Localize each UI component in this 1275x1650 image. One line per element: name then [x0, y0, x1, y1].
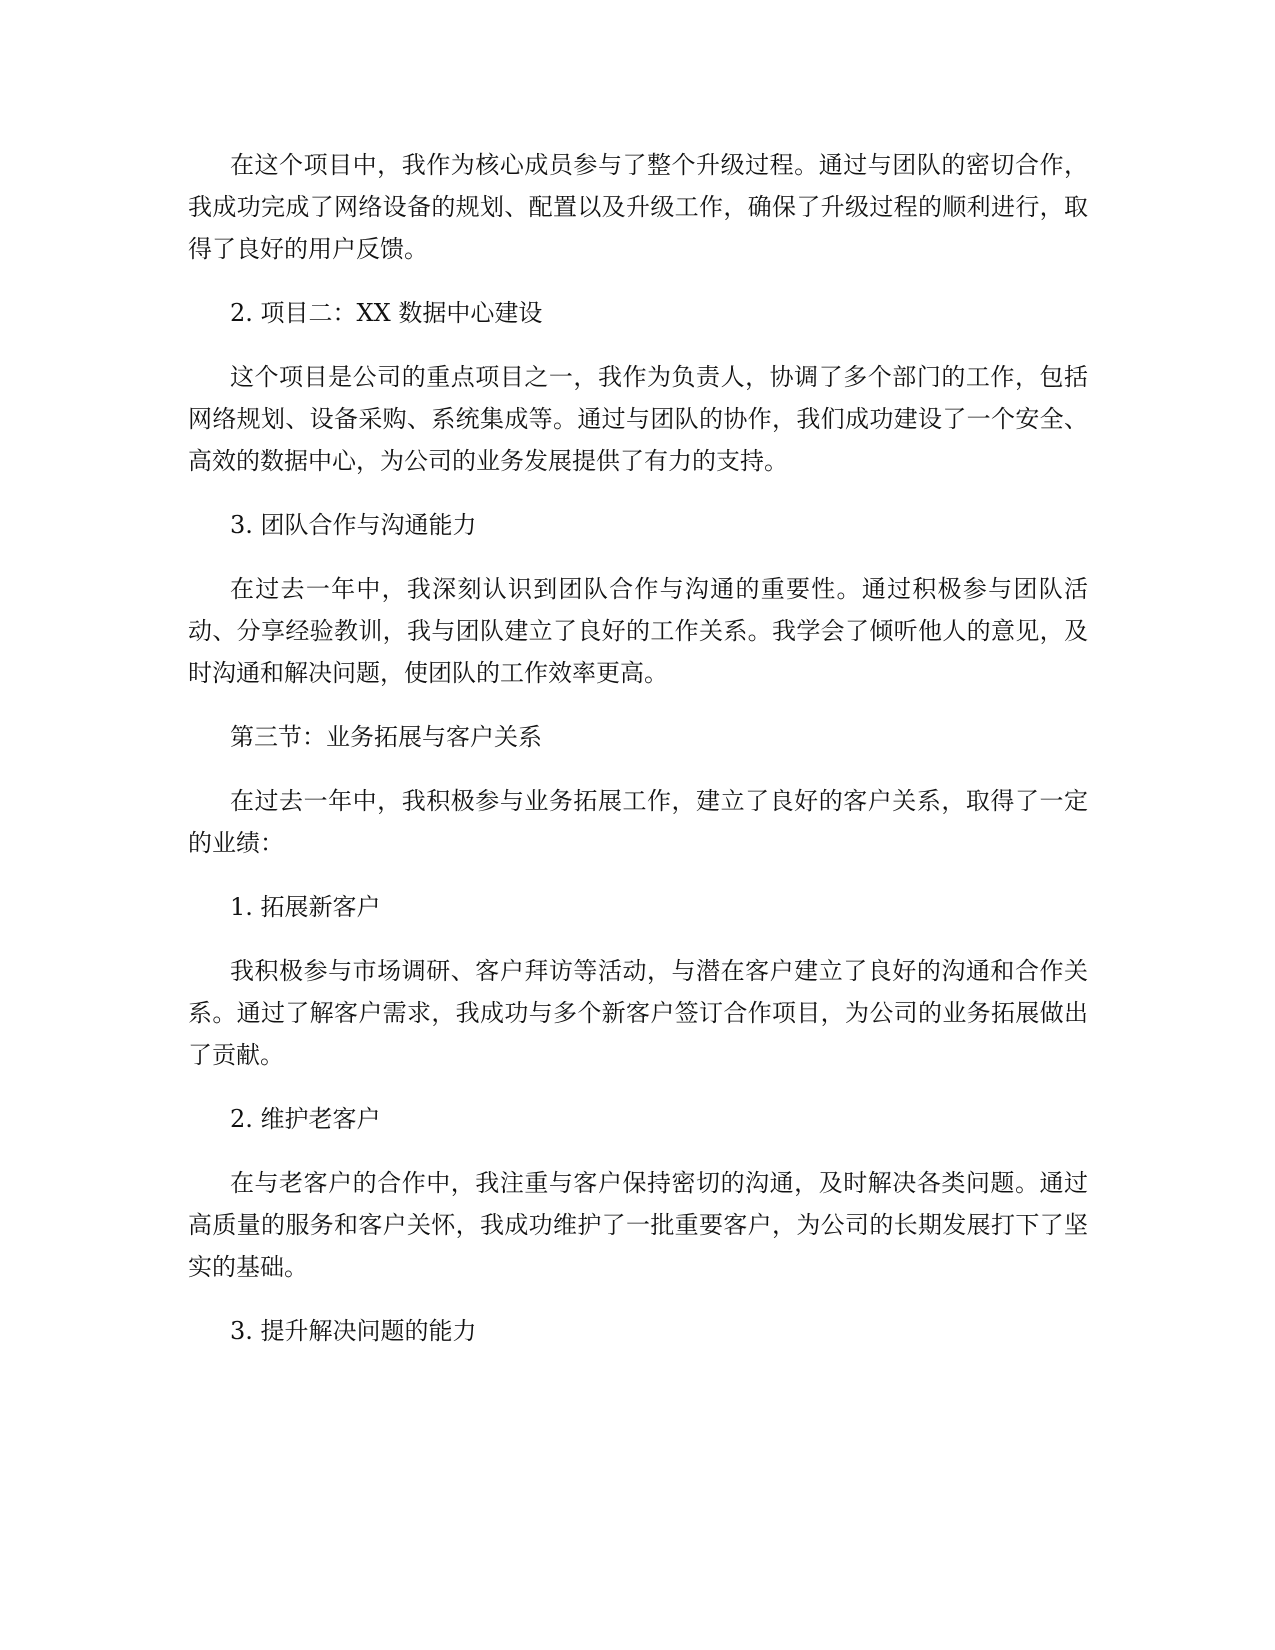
paragraph-existing-clients: 在与老客户的合作中，我注重与客户保持密切的沟通，及时解决各类问题。通过高质量的服务和客户关怀，我成功维护了一批重要客户，为公司的长期发展打下了坚实的基础。 [188, 1169, 1088, 1281]
paragraph-project-one-summary: 在这个项目中，我作为核心成员参与了整个升级过程。通过与团队的密切合作，我成功完成了网络设备的规划、配置以及升级工作，确保了升级过程的顺利进行，取得了良好的用户反馈。 [188, 151, 1088, 263]
paragraph-project-two-summary: 这个项目是公司的重点项目之一，我作为负责人，协调了多个部门的工作，包括网络规划、设备采购、系统集成等。通过与团队的协作，我们成功建设了一个安全、高效的数据中心，为公司的业务发展提供了有力的支持。 [188, 363, 1088, 475]
heading-teamwork: 3. 团队合作与沟通能力 [230, 511, 477, 539]
paragraph-new-clients: 我积极参与市场调研、客户拜访等活动，与潜在客户建立了良好的沟通和合作关系。通过了解客户需求，我成功与多个新客户签订合作项目，为公司的业务拓展做出了贡献。 [188, 957, 1088, 1069]
heading-project-two: 2. 项目二：XX 数据中心建设 [230, 299, 543, 327]
paragraph-business-intro: 在过去一年中，我积极参与业务拓展工作，建立了良好的客户关系，取得了一定的业绩： [188, 787, 1088, 857]
heading-section-three: 第三节：业务拓展与客户关系 [230, 723, 542, 751]
heading-existing-clients: 2. 维护老客户 [230, 1105, 381, 1133]
heading-new-clients: 1. 拓展新客户 [230, 893, 381, 921]
paragraph-teamwork: 在过去一年中，我深刻认识到团队合作与沟通的重要性。通过积极参与团队活动、分享经验教训，我与团队建立了良好的工作关系。我学会了倾听他人的意见，及时沟通和解决问题，使团队的工作效率更高。 [188, 575, 1088, 687]
document-body [188, 144, 1088, 1374]
heading-problem-solving: 3. 提升解决问题的能力 [230, 1317, 477, 1345]
